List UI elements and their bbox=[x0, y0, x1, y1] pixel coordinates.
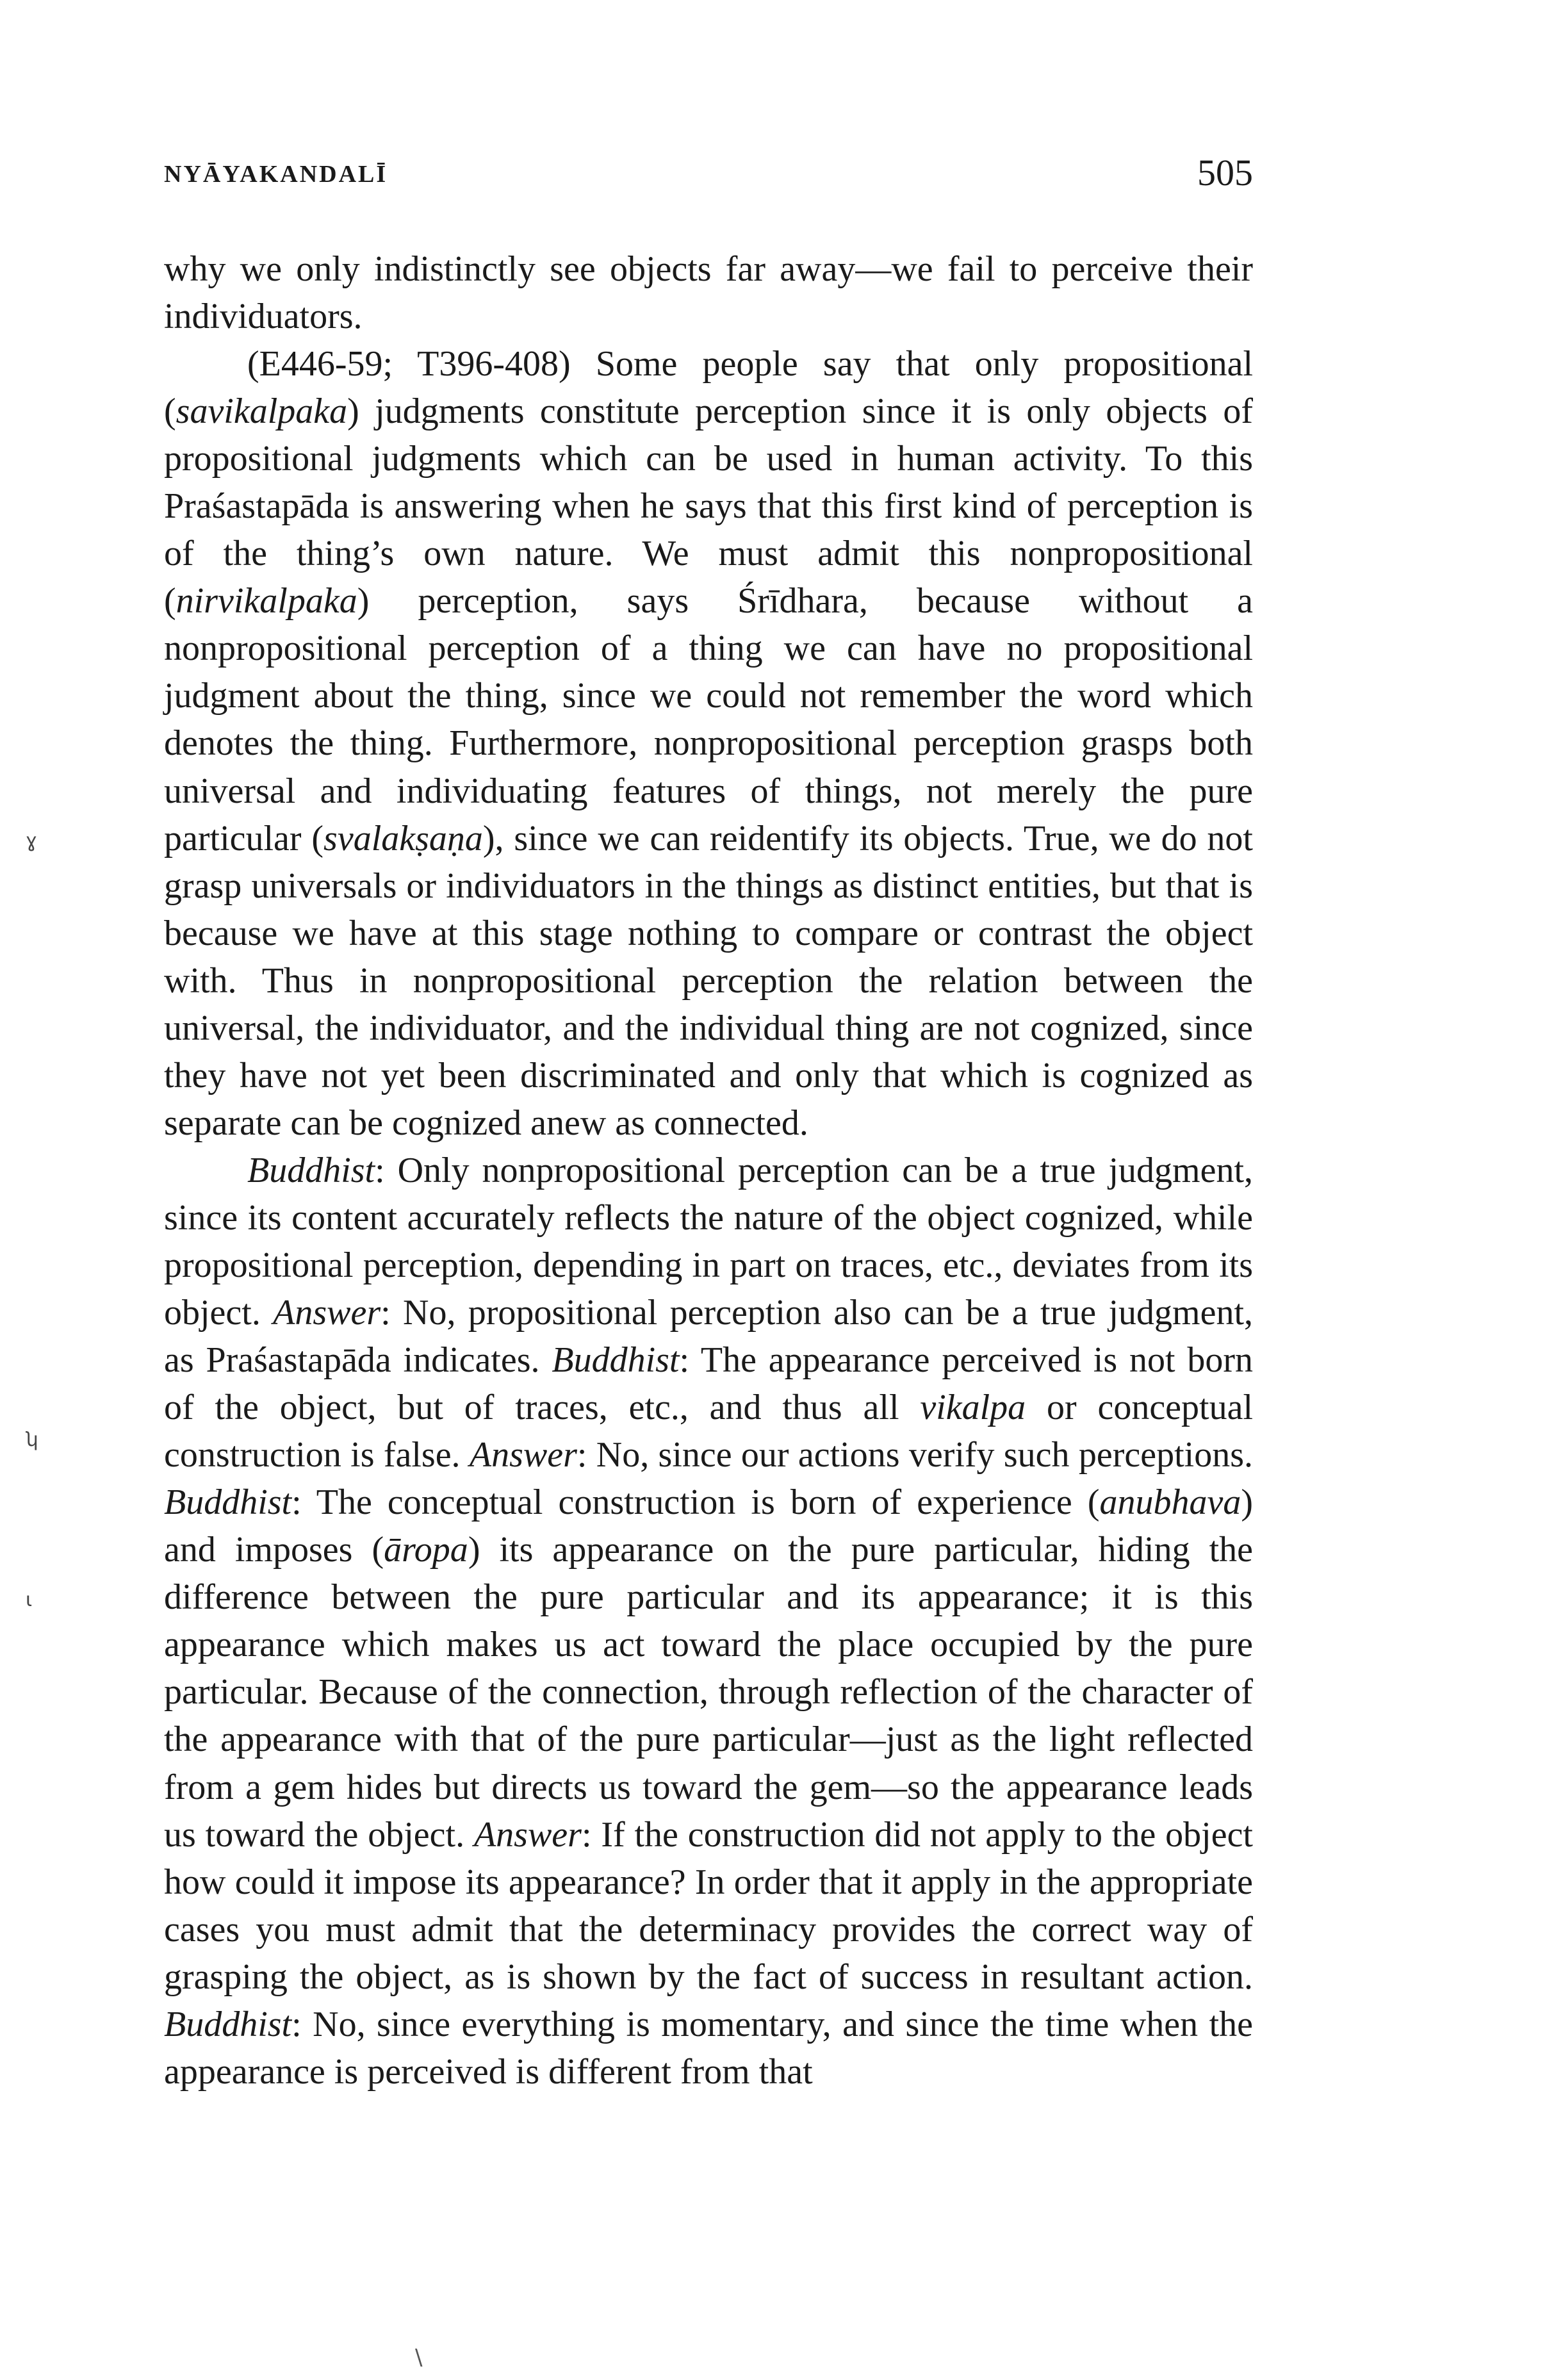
text-run: : The appearance perceived is not born of the object, but of traces, etc., and thus all bbox=[164, 1340, 1254, 1428]
italic-term: Buddhist bbox=[164, 1482, 292, 1523]
text-run: why we only indistinctly see objects far away—we fail to perceive their individuators. bbox=[164, 249, 1253, 337]
paragraph bbox=[164, 340, 1253, 1147]
italic-term: Buddhist bbox=[164, 2004, 292, 2044]
italic-term: anubhava bbox=[1099, 1482, 1241, 1523]
text-run: ), since we can reidentify its objects. True, we do not grasp universals or individuators in the things as distinct entities, but that is because we have at this stage nothing to compare or contrast the object with. Thus in nonpropositional perception the relation between the universal, the individuator, and the individual thing are not cognized, since they have not yet been discriminated and only that which is cognized as separate can be cognized anew as connected. bbox=[164, 818, 1253, 1143]
text-run: (E446-59; T396-408) Some people say that only propositional ( bbox=[164, 344, 1253, 432]
italic-term: vikalpa bbox=[920, 1388, 1026, 1428]
running-head: NYĀYAKANDALĪ bbox=[164, 161, 388, 188]
text-run: : No, since our actions verify such perceptions. bbox=[577, 1435, 1253, 1475]
body-text bbox=[164, 245, 1253, 2096]
text-run: : No, since everything is momentary, and since the time when the appearance is perceived is different from that bbox=[164, 2004, 1253, 2092]
page-number: 505 bbox=[1197, 152, 1253, 193]
italic-term: svalakṣaṇa bbox=[323, 818, 483, 858]
text-run: : If the construction did not apply to the object how could it impose its appearance? In order that it apply in the appropriate cases you must admit that the determinacy provides the correct way of grasping the object, as is shown by the fact of success in resultant action. bbox=[164, 1814, 1253, 1997]
text-run: ) its appearance on the pure particular, hiding the difference between the pure particular and its appearance; it is this appearance which makes us act toward the place occupied by the pure particular. Because of the connection, through reflection of the character of the appearance with that of the pure particular—just as the light reflected from a gem hides but directs us toward the gem—so the appearance leads us toward the object. bbox=[164, 1530, 1253, 1855]
text-run: : The conceptual construction is born of experience ( bbox=[291, 1482, 1100, 1523]
italic-term: Buddhist bbox=[552, 1340, 680, 1381]
text-run: : Only nonpropositional perception can be a true judgment, since its content accurately reflects the nature of the object cognized, while propositional perception, depending in part on traces, etc., deviates from its object. bbox=[164, 1150, 1253, 1333]
paragraph bbox=[164, 245, 1253, 340]
footer-mark: \ bbox=[415, 2345, 423, 2370]
text-run: : No, propositional perception also can be a true judgment, as Praśastapāda indicates. bbox=[164, 1293, 1253, 1381]
italic-term: Answer bbox=[473, 1814, 582, 1855]
text-run: ) and imposes ( bbox=[164, 1482, 1253, 1570]
italic-term: Buddhist bbox=[247, 1150, 375, 1190]
italic-term: nirvikalpaka bbox=[176, 581, 357, 621]
paragraph bbox=[164, 1147, 1253, 2096]
italic-term: āropa bbox=[384, 1530, 468, 1570]
margin-mark: ʮ bbox=[26, 1429, 38, 1451]
text-run: or conceptual construction is false. bbox=[164, 1388, 1254, 1475]
text-run: ) judgments constitute perception since it is only objects of propositional judgments which can be used in human activity. To this Praśastapāda is answering when he says that this first kind of perception is of the thing’s own nature. We must admit this nonpropositional ( bbox=[164, 391, 1253, 621]
text-run: ) perception, says Śrīdhara, because without a nonpropositional perception of a thing we can have no propositional judgment about the thing, since we could not remember the word which denotes the thing. Furthermore, nonpropositional perception grasps both universal and individuating features of things, not merely the pure particular ( bbox=[164, 581, 1253, 858]
margin-mark: ɩ bbox=[26, 1589, 33, 1611]
italic-term: Answer bbox=[469, 1435, 577, 1475]
margin-mark: ɣ bbox=[26, 830, 37, 852]
italic-term: Answer bbox=[273, 1293, 381, 1333]
italic-term: savikalpaka bbox=[176, 391, 348, 432]
